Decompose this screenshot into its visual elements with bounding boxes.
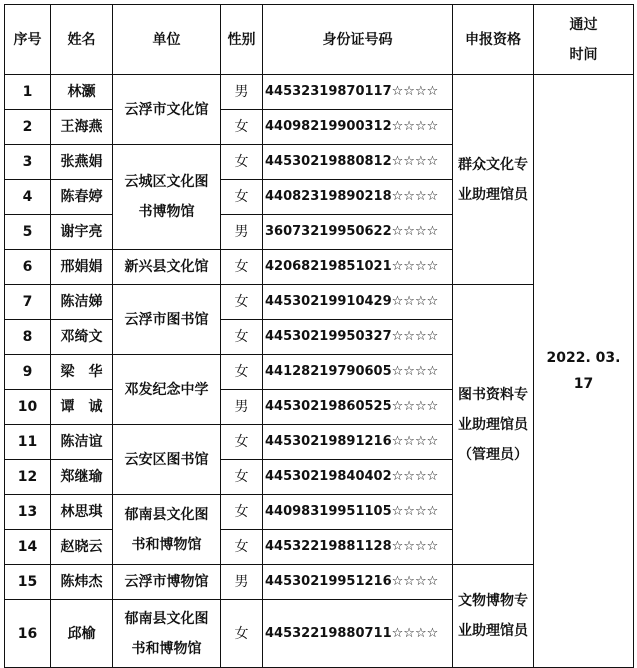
header-time-line1: 通过: [569, 16, 598, 33]
row-name: 郑继瑜: [51, 460, 113, 495]
row-gender: 女: [221, 320, 263, 355]
qual-line: 群众文化专: [458, 156, 528, 173]
row-unit: 云浮市文化馆: [113, 75, 221, 145]
qual-line: （管理员）: [458, 446, 528, 463]
row-name: 邓绮文: [51, 320, 113, 355]
row-gender: 女: [221, 495, 263, 530]
row-qual: [453, 75, 534, 285]
row-name: 林灏: [51, 75, 113, 110]
row-seq: 2: [5, 110, 51, 145]
unit-line: 云城区文化图: [124, 174, 209, 190]
row-seq: 4: [5, 180, 51, 215]
row-id: 44098219900312☆☆☆☆: [263, 110, 453, 145]
row-gender: 男: [221, 75, 263, 110]
row-unit: 云安区图书馆: [113, 425, 221, 495]
table-row: [5, 75, 634, 110]
row-gender: 女: [221, 425, 263, 460]
header-time-line2: 时间: [569, 46, 598, 63]
row-id: 44530219910429☆☆☆☆: [263, 285, 453, 320]
row-seq: 15: [5, 565, 51, 600]
row-name: 张燕娟: [51, 145, 113, 180]
row-id: 44098319951105☆☆☆☆: [263, 495, 453, 530]
row-name: 邢娟娟: [51, 250, 113, 285]
qual-line: 图书资料专: [458, 386, 528, 403]
header-name: 姓名: [51, 5, 113, 75]
row-name: 林思琪: [51, 495, 113, 530]
row-name: 陈炜杰: [51, 565, 113, 600]
row-unit: [113, 600, 221, 668]
unit-line: 书博物馆: [138, 204, 195, 220]
row-gender: 男: [221, 215, 263, 250]
roster-table: [4, 4, 634, 668]
row-seq: 12: [5, 460, 51, 495]
row-unit: 云浮市博物馆: [113, 565, 221, 600]
row-id: 36073219950622☆☆☆☆: [263, 215, 453, 250]
row-seq: 11: [5, 425, 51, 460]
row-gender: 女: [221, 600, 263, 668]
row-seq: 8: [5, 320, 51, 355]
row-unit: 新兴县文化馆: [113, 250, 221, 285]
qual-line: 业助理馆员: [458, 416, 528, 433]
unit-line: 郁南县文化图: [124, 506, 209, 523]
header-unit: 单位: [113, 5, 221, 75]
qual-line: 业助理馆员: [458, 623, 528, 639]
row-gender: 女: [221, 110, 263, 145]
unit-line: 书和博物馆: [131, 640, 202, 657]
qual-line: 文物博物专: [458, 593, 528, 609]
header-row: [5, 5, 634, 75]
row-name: 陈洁谊: [51, 425, 113, 460]
row-id: 44532219881128☆☆☆☆: [263, 530, 453, 565]
row-id: 44530219860525☆☆☆☆: [263, 390, 453, 425]
unit-line: 书和博物馆: [131, 536, 202, 553]
row-name: 谢宇亮: [51, 215, 113, 250]
row-id: 42068219851021☆☆☆☆: [263, 250, 453, 285]
row-seq: 9: [5, 355, 51, 390]
row-gender: 女: [221, 285, 263, 320]
row-name: 梁 华: [51, 355, 113, 390]
row-unit: 云浮市图书馆: [113, 285, 221, 355]
row-name: 陈春婷: [51, 180, 113, 215]
row-seq: 7: [5, 285, 51, 320]
qual-line: 业助理馆员: [458, 186, 528, 203]
header-qual: 申报资格: [453, 5, 534, 75]
row-qual: [453, 285, 534, 565]
row-seq: 16: [5, 600, 51, 668]
row-name: 谭 诚: [51, 390, 113, 425]
row-id: 44530219840402☆☆☆☆: [263, 460, 453, 495]
row-id: 44530219951216☆☆☆☆: [263, 565, 453, 600]
row-id: 44128219790605☆☆☆☆: [263, 355, 453, 390]
row-seq: 1: [5, 75, 51, 110]
header-time: [534, 5, 634, 75]
row-seq: 5: [5, 215, 51, 250]
row-name: 邱榆: [51, 600, 113, 668]
row-gender: 女: [221, 250, 263, 285]
row-gender: 男: [221, 565, 263, 600]
row-id: 44532319870117☆☆☆☆: [263, 75, 453, 110]
row-id: 44530219950327☆☆☆☆: [263, 320, 453, 355]
row-id: 44082319890218☆☆☆☆: [263, 180, 453, 215]
row-gender: 女: [221, 145, 263, 180]
header-id: 身份证号码: [263, 5, 453, 75]
row-id: 44530219880812☆☆☆☆: [263, 145, 453, 180]
pass-date: 2022. 03. 17: [534, 75, 634, 668]
row-id: 44530219891216☆☆☆☆: [263, 425, 453, 460]
header-seq: 序号: [5, 5, 51, 75]
row-seq: 14: [5, 530, 51, 565]
row-name: 陈洁娣: [51, 285, 113, 320]
unit-line: 郁南县文化图: [124, 610, 209, 627]
row-qual: [453, 565, 534, 668]
row-gender: 女: [221, 180, 263, 215]
row-unit: 邓发纪念中学: [113, 355, 221, 425]
row-seq: 13: [5, 495, 51, 530]
row-gender: 女: [221, 355, 263, 390]
row-gender: 男: [221, 390, 263, 425]
row-gender: 女: [221, 530, 263, 565]
header-gender: 性别: [221, 5, 263, 75]
row-seq: 10: [5, 390, 51, 425]
row-id: 44532219880711☆☆☆☆: [263, 600, 453, 668]
row-name: 赵晓云: [51, 530, 113, 565]
row-seq: 6: [5, 250, 51, 285]
row-unit: [113, 145, 221, 250]
row-unit: [113, 495, 221, 565]
row-seq: 3: [5, 145, 51, 180]
row-name: 王海燕: [51, 110, 113, 145]
row-gender: 女: [221, 460, 263, 495]
